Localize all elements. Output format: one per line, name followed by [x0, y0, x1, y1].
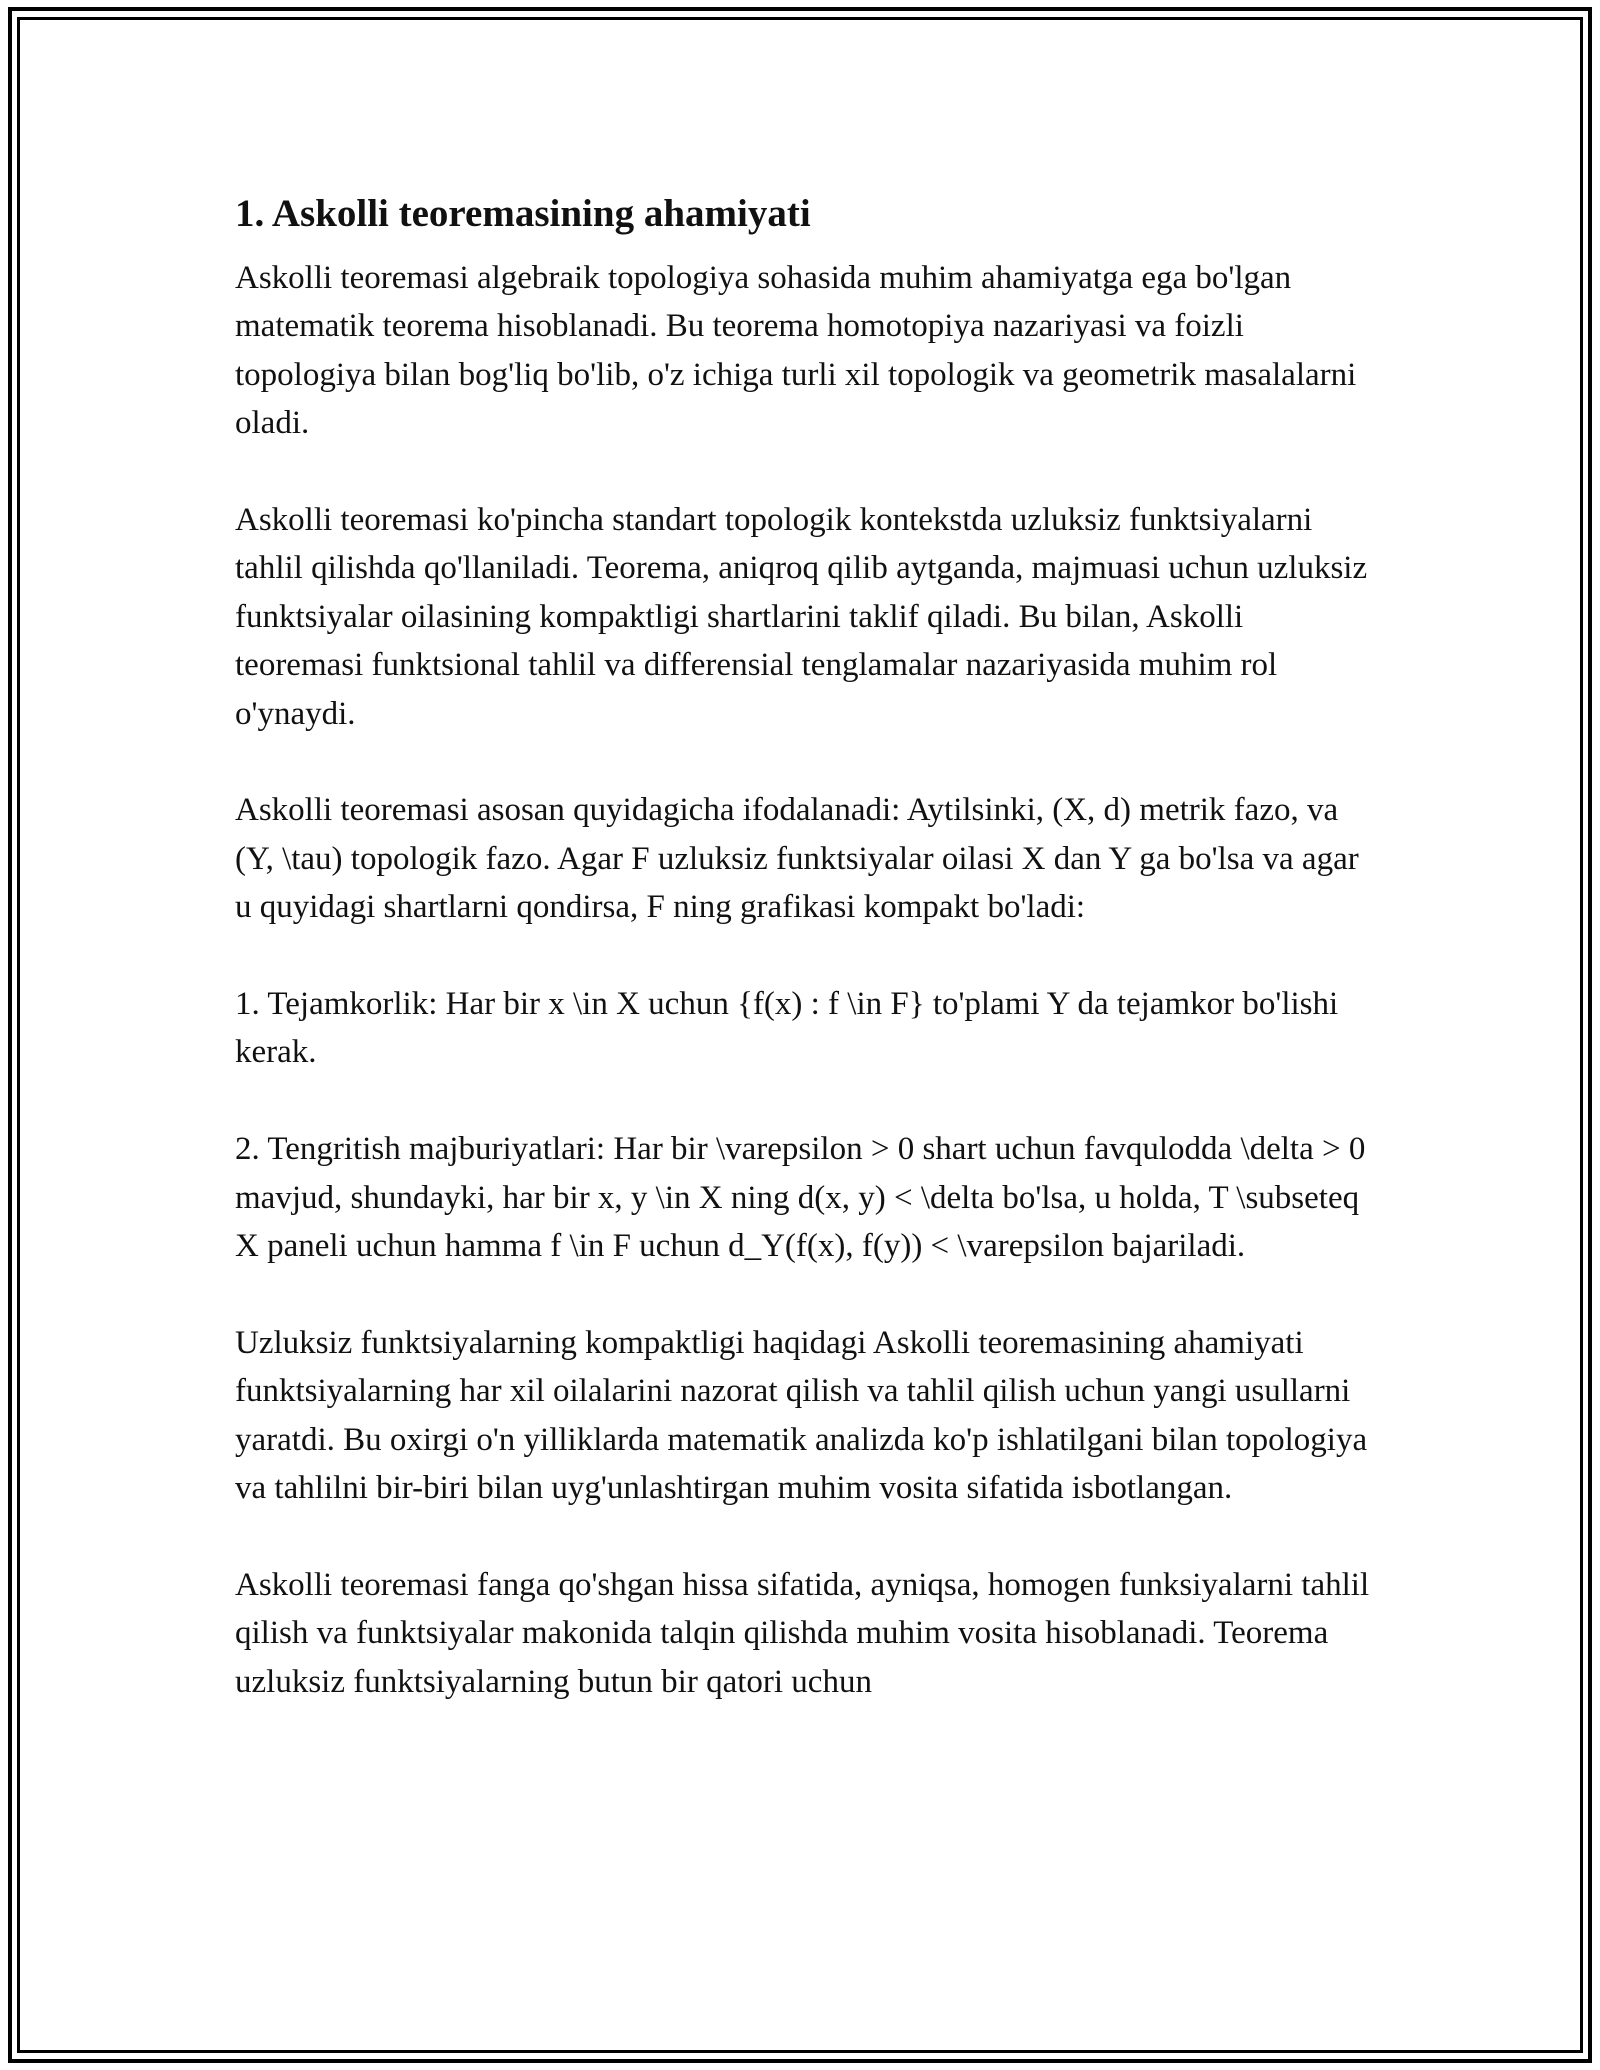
paragraph-application: Askolli teoremasi ko'pincha standart topologik kontekstda uzluksiz funktsiyalarni tahlil qilishda qo'llaniladi. Teorema, aniqroq qilib aytganda, majmuasi uchun uzluksiz funktsiyalar oilasining kompaktligi shartlarini taklif qiladi. Bu bilan, Askolli teoremasi funktsional tahlil va differensial tenglamalar nazariyasida muhim rol o'ynaydi.: [235, 502, 1368, 732]
document-body: [235, 186, 1375, 1754]
section-heading: 1. Askolli teoremasining ahamiyati: [235, 192, 811, 235]
paragraph-condition-2: 2. Tengritish majburiyatlari: Har bir \varepsilon > 0 shart uchun favqulodda \delta > 0 mavjud, shundayki, har bir x, y \in X ning d(x, y) < \delta bo'lsa, u holda, T \subseteq X paneli uchun hamma f \in F uchun d_Y(f(x), f(y)) < \varepsilon bajariladi.: [235, 1131, 1366, 1265]
paragraph-condition-1: 1. Tejamkorlik: Har bir x \in X uchun {f(x) : f \in F} to'plami Y da tejamkor bo'lishi kerak.: [235, 986, 1339, 1071]
paragraph-contribution: Askolli teoremasi fanga qo'shgan hissa sifatida, ayniqsa, homogen funksiyalarni tahlil qilish va funktsiyalar makonida talqin qilishda muhim vosita hisoblanadi. Teorema uzluksiz funktsiyalarning butun bir qatori uchun: [235, 1566, 1370, 1700]
paragraph-significance: Uzluksiz funktsiyalarning kompaktligi haqidagi Askolli teoremasining ahamiyati funktsiyalarning har xil oilalarini nazorat qilish va tahlil qilish uchun yangi usullarni yaratdi. Bu oxirgi o'n yilliklarda matematik analizda ko'p ishlatilgani bilan topologiya va tahlilni bir-biri bilan uyg'unlashtirgan muhim vosita sifatida isbotlangan.: [235, 1324, 1368, 1507]
paragraph-statement: Askolli teoremasi asosan quyidagicha ifodalanadi: Aytilsinki, (X, d) metrik fazo, va (Y, \tau) topologik fazo. Agar F uzluksiz funktsiyalar oilasi X dan Y ga bo'lsa va agar u quyidagi shartlarni qondirsa, F ning grafikasi kompakt bo'ladi:: [235, 792, 1359, 926]
paragraph-intro: Askolli teoremasi algebraik topologiya sohasida muhim ahamiyatga ega bo'lgan matematik teorema hisoblanadi. Bu teorema homotopiya nazariyasi va foizli topologiya bilan bog'liq bo'lib, o'z ichiga turli xil topologik va geometrik masalalarni oladi.: [235, 260, 1357, 442]
